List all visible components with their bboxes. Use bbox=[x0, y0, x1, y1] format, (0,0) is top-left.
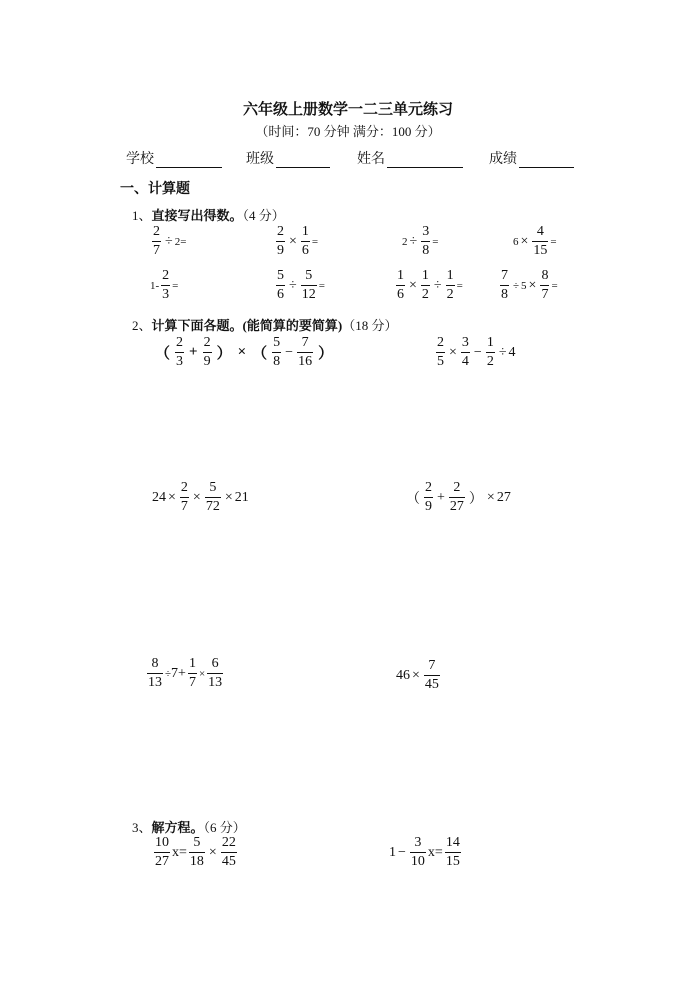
operator: − bbox=[473, 344, 482, 360]
school-blank[interactable] bbox=[156, 153, 222, 168]
equation-2 bbox=[389, 836, 463, 869]
part1-item-3 bbox=[402, 225, 438, 258]
part2-expression-1 bbox=[152, 336, 336, 369]
fraction: $\frac{8}{13}$ bbox=[148, 656, 162, 690]
fraction: $\frac{5}{12}$ bbox=[301, 268, 316, 302]
part1-heading bbox=[132, 205, 285, 224]
operator: × bbox=[192, 489, 201, 505]
equals-sign: = bbox=[551, 279, 558, 292]
left-paren: （ bbox=[155, 346, 171, 362]
fraction: $\frac{2}{3}$ bbox=[162, 268, 170, 302]
equals-sign: = bbox=[432, 235, 439, 248]
part3-heading bbox=[132, 817, 246, 836]
right-paren: ） bbox=[216, 346, 232, 362]
part2-heading bbox=[132, 315, 397, 334]
fraction: $\frac{1}{2}$ bbox=[486, 335, 494, 369]
left-paren: （ bbox=[406, 491, 420, 507]
number: 1 bbox=[389, 844, 396, 860]
left-paren: （ bbox=[252, 346, 268, 362]
operator: + bbox=[189, 344, 198, 360]
operator: × bbox=[237, 344, 247, 360]
score-field bbox=[489, 148, 574, 168]
number: 2 bbox=[174, 235, 181, 248]
number: 5 bbox=[521, 279, 527, 292]
part2-points: （18 分） bbox=[342, 318, 398, 333]
fraction: $\frac{3}{8}$ bbox=[422, 224, 430, 258]
fraction: $\frac{2}{9}$ bbox=[203, 335, 211, 369]
fraction: $\frac{5}{18}$ bbox=[189, 835, 204, 869]
part3-number: 3、 bbox=[132, 820, 152, 835]
part3-title: 解方程。 bbox=[151, 820, 204, 835]
equals-sign: = bbox=[180, 235, 187, 248]
section-heading: 一、计算题 bbox=[120, 182, 190, 197]
part1-item-1 bbox=[150, 225, 186, 258]
operator: × bbox=[198, 667, 206, 680]
name-blank[interactable] bbox=[387, 153, 463, 168]
fraction: $\frac{1}{6}$ bbox=[397, 268, 404, 302]
fraction: $\frac{6}{13}$ bbox=[208, 656, 223, 690]
part1-item-8 bbox=[498, 269, 558, 302]
fraction: $\frac{22}{45}$ bbox=[221, 835, 236, 869]
right-paren: ） bbox=[468, 491, 483, 507]
fraction: $\frac{2}{3}$ bbox=[176, 335, 184, 369]
part1-item-4 bbox=[513, 225, 557, 258]
number: 6 bbox=[513, 235, 519, 248]
fraction: $\frac{5}{6}$ bbox=[277, 268, 284, 302]
operator: ÷ bbox=[289, 277, 297, 293]
equation-1 bbox=[152, 836, 239, 869]
fraction: $\frac{4}{15}$ bbox=[533, 224, 548, 258]
equals-sign: = bbox=[318, 279, 325, 292]
part3-points: （6 分） bbox=[203, 820, 246, 835]
class-label: 班级 bbox=[246, 152, 274, 167]
fraction: $\frac{5}{72}$ bbox=[205, 480, 220, 514]
fraction: $\frac{5}{8}$ bbox=[273, 335, 281, 369]
operator: × bbox=[208, 844, 217, 860]
operator: ÷ bbox=[165, 233, 173, 249]
variable-equals: x= bbox=[172, 844, 187, 860]
operator: - bbox=[155, 279, 160, 292]
part2-expression-4 bbox=[404, 481, 511, 514]
page-title: 六年级上册数学一二三单元练习 bbox=[242, 102, 453, 118]
operator: + bbox=[437, 489, 445, 505]
part1-item-2 bbox=[274, 225, 318, 258]
equals-sign: = bbox=[456, 279, 463, 292]
operator: ÷ bbox=[498, 344, 507, 360]
fraction: $\frac{1}{2}$ bbox=[421, 268, 429, 302]
school-label: 学校 bbox=[126, 152, 154, 167]
number: 4 bbox=[508, 344, 516, 360]
fraction: $\frac{2}{27}$ bbox=[449, 480, 464, 514]
name-field bbox=[357, 148, 463, 168]
equals-sign: = bbox=[172, 279, 179, 292]
part2-title: 计算下面各题。(能简算的要简算) bbox=[151, 318, 343, 333]
operator: − bbox=[398, 844, 406, 860]
number: 24 bbox=[152, 489, 166, 505]
score-label: 成绩 bbox=[489, 152, 517, 167]
part2-expression-3 bbox=[152, 481, 249, 514]
part2-number: 2、 bbox=[132, 318, 152, 333]
score-blank[interactable] bbox=[519, 153, 574, 168]
fraction: $\frac{7}{45}$ bbox=[424, 658, 439, 692]
part1-item-7 bbox=[394, 269, 463, 302]
number: 21 bbox=[234, 489, 249, 505]
part1-item-5 bbox=[150, 269, 178, 302]
fraction: $\frac{7}{8}$ bbox=[501, 268, 508, 302]
number: 46 bbox=[396, 667, 410, 683]
number: 2 bbox=[402, 235, 408, 248]
class-field bbox=[246, 148, 330, 168]
fraction: $\frac{3}{4}$ bbox=[461, 335, 469, 369]
part2-expression-5 bbox=[145, 657, 225, 690]
variable-equals: x= bbox=[427, 844, 443, 860]
operator: × bbox=[520, 233, 529, 249]
operator: ÷ bbox=[409, 233, 418, 249]
fraction: $\frac{3}{10}$ bbox=[410, 835, 425, 869]
operator: × bbox=[409, 277, 417, 293]
operator: − bbox=[285, 344, 294, 360]
fraction: $\frac{1}{2}$ bbox=[446, 268, 454, 302]
fraction: $\frac{1}{7}$ bbox=[188, 656, 196, 690]
page-subtitle: （时间：70 分钟 满分：100 分） bbox=[255, 124, 441, 139]
operator: + bbox=[178, 665, 186, 681]
operator: ÷ bbox=[433, 277, 442, 293]
name-label: 姓名 bbox=[357, 152, 385, 167]
number: 27 bbox=[496, 489, 511, 505]
fraction: $\frac{2}{9}$ bbox=[277, 224, 284, 258]
part2-expression-6 bbox=[396, 659, 442, 692]
operator: × bbox=[289, 233, 297, 249]
operator: ÷ bbox=[513, 279, 520, 292]
class-blank[interactable] bbox=[276, 153, 330, 168]
part2-expression-2 bbox=[434, 336, 516, 369]
operator: × bbox=[486, 489, 495, 505]
operator: × bbox=[168, 489, 176, 505]
operator: × bbox=[449, 344, 457, 360]
fraction: $\frac{7}{16}$ bbox=[298, 335, 313, 369]
fraction: $\frac{8}{7}$ bbox=[541, 268, 549, 302]
part1-title: 直接写出得数。 bbox=[151, 208, 243, 223]
fraction: $\frac{2}{5}$ bbox=[437, 335, 444, 369]
operator: × bbox=[528, 277, 537, 293]
number: 1 bbox=[150, 279, 156, 292]
equals-sign: = bbox=[311, 235, 319, 248]
fraction: $\frac{2}{7}$ bbox=[180, 480, 188, 514]
fraction: $\frac{10}{27}$ bbox=[155, 835, 169, 869]
operator: × bbox=[224, 489, 233, 505]
number: 7 bbox=[171, 665, 179, 681]
right-paren: ） bbox=[318, 346, 334, 362]
part1-item-6 bbox=[274, 269, 325, 302]
equals-sign: = bbox=[550, 235, 557, 248]
fraction: $\frac{14}{15}$ bbox=[445, 835, 460, 869]
operator: × bbox=[412, 667, 420, 683]
fraction: $\frac{2}{9}$ bbox=[425, 480, 432, 514]
part1-points: （4 分） bbox=[242, 208, 285, 223]
school-field bbox=[126, 148, 222, 168]
fraction: $\frac{2}{7}$ bbox=[153, 224, 160, 258]
operator: ÷ bbox=[165, 667, 172, 680]
part1-number: 1、 bbox=[132, 208, 152, 223]
fraction: $\frac{1}{6}$ bbox=[301, 224, 309, 258]
